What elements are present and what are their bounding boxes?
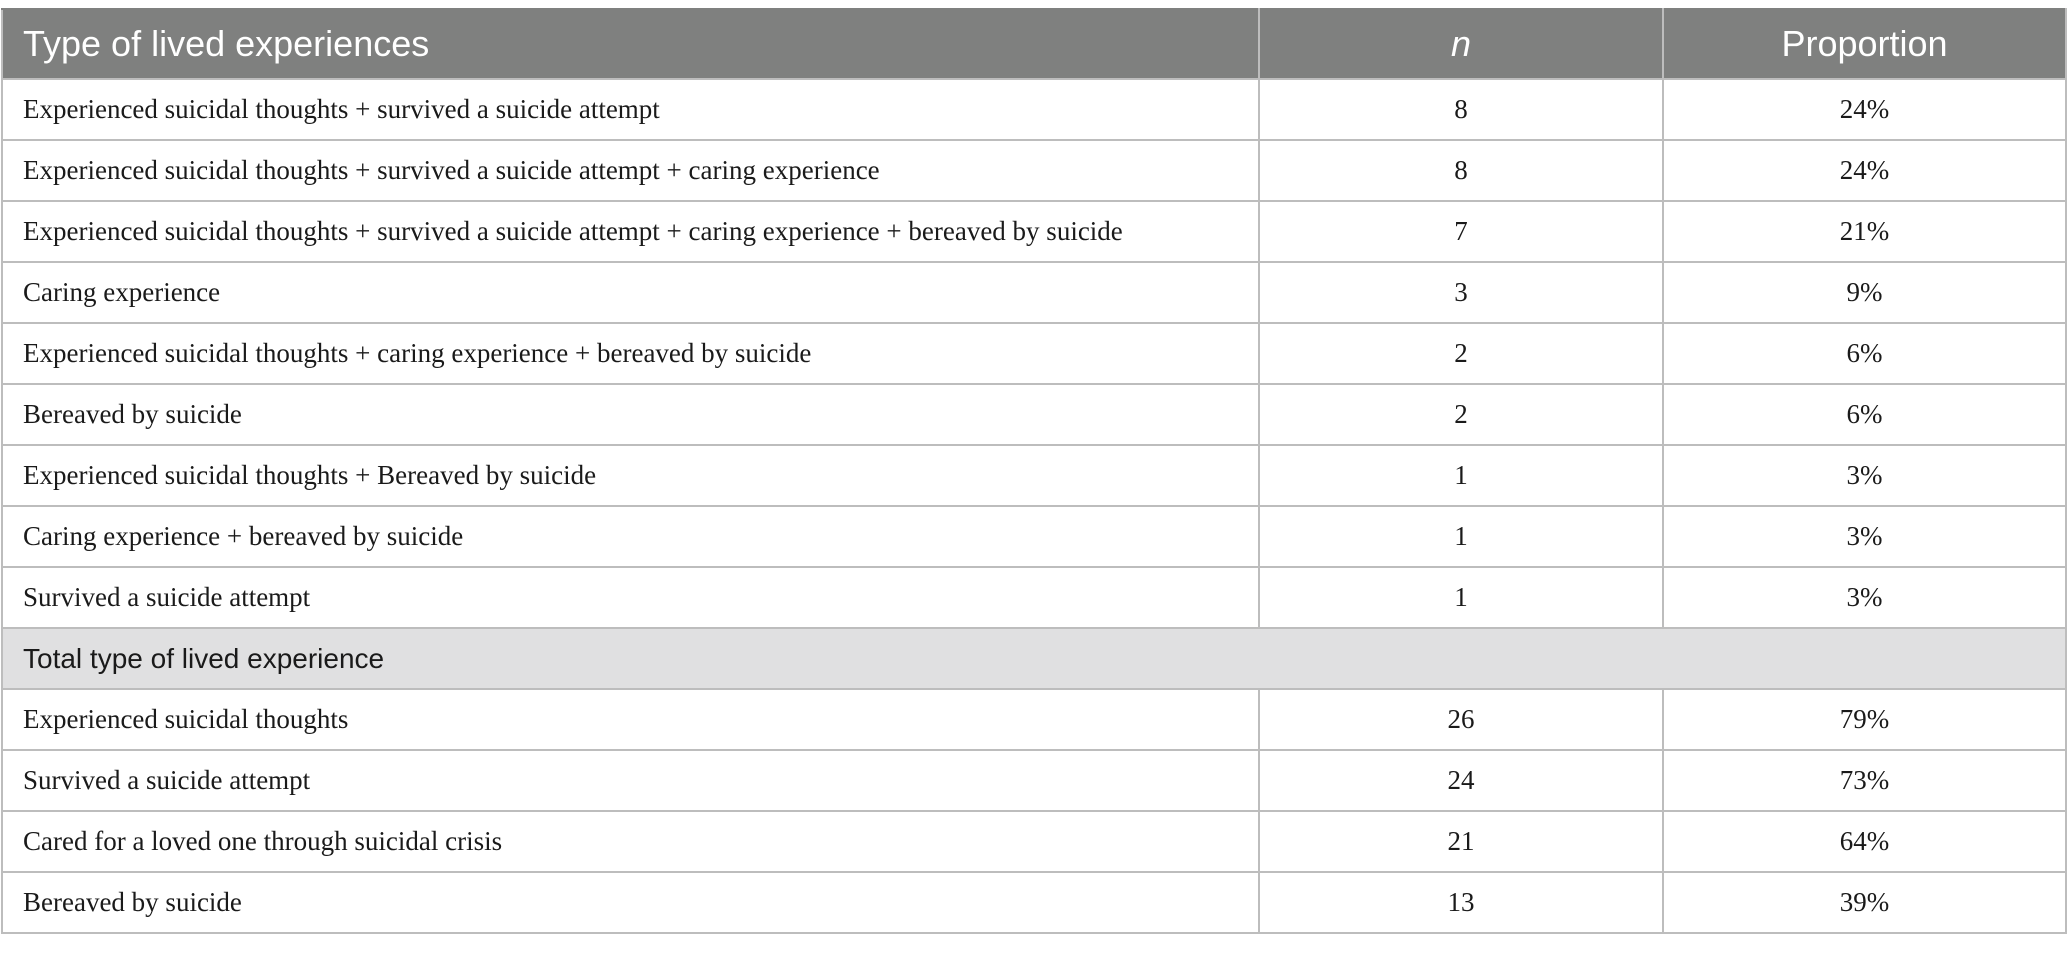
cell-type: Cared for a loved one through suicidal crisis: [2, 811, 1259, 872]
table-row: [2, 811, 2066, 872]
table-row: [2, 201, 2066, 262]
cell-proportion: 3%: [1663, 567, 2066, 628]
cell-type: Experienced suicidal thoughts + survived a suicide attempt + caring experience + bereaved by suicide: [2, 201, 1259, 262]
table-row: [2, 689, 2066, 750]
section-header-row: [2, 628, 2066, 689]
cell-n: 1: [1259, 506, 1663, 567]
cell-proportion: 6%: [1663, 323, 2066, 384]
cell-proportion: 73%: [1663, 750, 2066, 811]
table-row: [2, 567, 2066, 628]
cell-proportion: 39%: [1663, 872, 2066, 933]
header-type: Type of lived experiences: [2, 9, 1259, 79]
cell-n: 7: [1259, 201, 1663, 262]
cell-type: Experienced suicidal thoughts: [2, 689, 1259, 750]
cell-n: 24: [1259, 750, 1663, 811]
table-row: [2, 323, 2066, 384]
lived-experience-table: [1, 8, 2067, 934]
cell-proportion: 24%: [1663, 79, 2066, 140]
table-row: [2, 140, 2066, 201]
cell-type: Bereaved by suicide: [2, 384, 1259, 445]
cell-n: 8: [1259, 140, 1663, 201]
cell-n: 8: [1259, 79, 1663, 140]
cell-proportion: 6%: [1663, 384, 2066, 445]
table-row: [2, 262, 2066, 323]
table-row: [2, 384, 2066, 445]
section-title: Total type of lived experience: [2, 628, 2066, 689]
cell-type: Experienced suicidal thoughts + Bereaved by suicide: [2, 445, 1259, 506]
header-row: [2, 9, 2066, 79]
cell-proportion: 79%: [1663, 689, 2066, 750]
cell-proportion: 9%: [1663, 262, 2066, 323]
cell-type: Bereaved by suicide: [2, 872, 1259, 933]
cell-n: 21: [1259, 811, 1663, 872]
table-row: [2, 750, 2066, 811]
cell-type: Experienced suicidal thoughts + caring experience + bereaved by suicide: [2, 323, 1259, 384]
cell-type: Experienced suicidal thoughts + survived a suicide attempt + caring experience: [2, 140, 1259, 201]
cell-proportion: 3%: [1663, 445, 2066, 506]
table-row: [2, 506, 2066, 567]
cell-proportion: 3%: [1663, 506, 2066, 567]
table-row: [2, 872, 2066, 933]
cell-type: Survived a suicide attempt: [2, 567, 1259, 628]
cell-n: 3: [1259, 262, 1663, 323]
cell-type: Caring experience + bereaved by suicide: [2, 506, 1259, 567]
cell-type: Caring experience: [2, 262, 1259, 323]
header-proportion: Proportion: [1663, 9, 2066, 79]
cell-n: 1: [1259, 567, 1663, 628]
cell-proportion: 24%: [1663, 140, 2066, 201]
cell-n: 2: [1259, 323, 1663, 384]
cell-proportion: 64%: [1663, 811, 2066, 872]
table-row: [2, 445, 2066, 506]
cell-type: Experienced suicidal thoughts + survived a suicide attempt: [2, 79, 1259, 140]
cell-n: 26: [1259, 689, 1663, 750]
cell-proportion: 21%: [1663, 201, 2066, 262]
cell-n: 2: [1259, 384, 1663, 445]
cell-type: Survived a suicide attempt: [2, 750, 1259, 811]
header-n: n: [1259, 9, 1663, 79]
cell-n: 13: [1259, 872, 1663, 933]
table-row: [2, 79, 2066, 140]
cell-n: 1: [1259, 445, 1663, 506]
